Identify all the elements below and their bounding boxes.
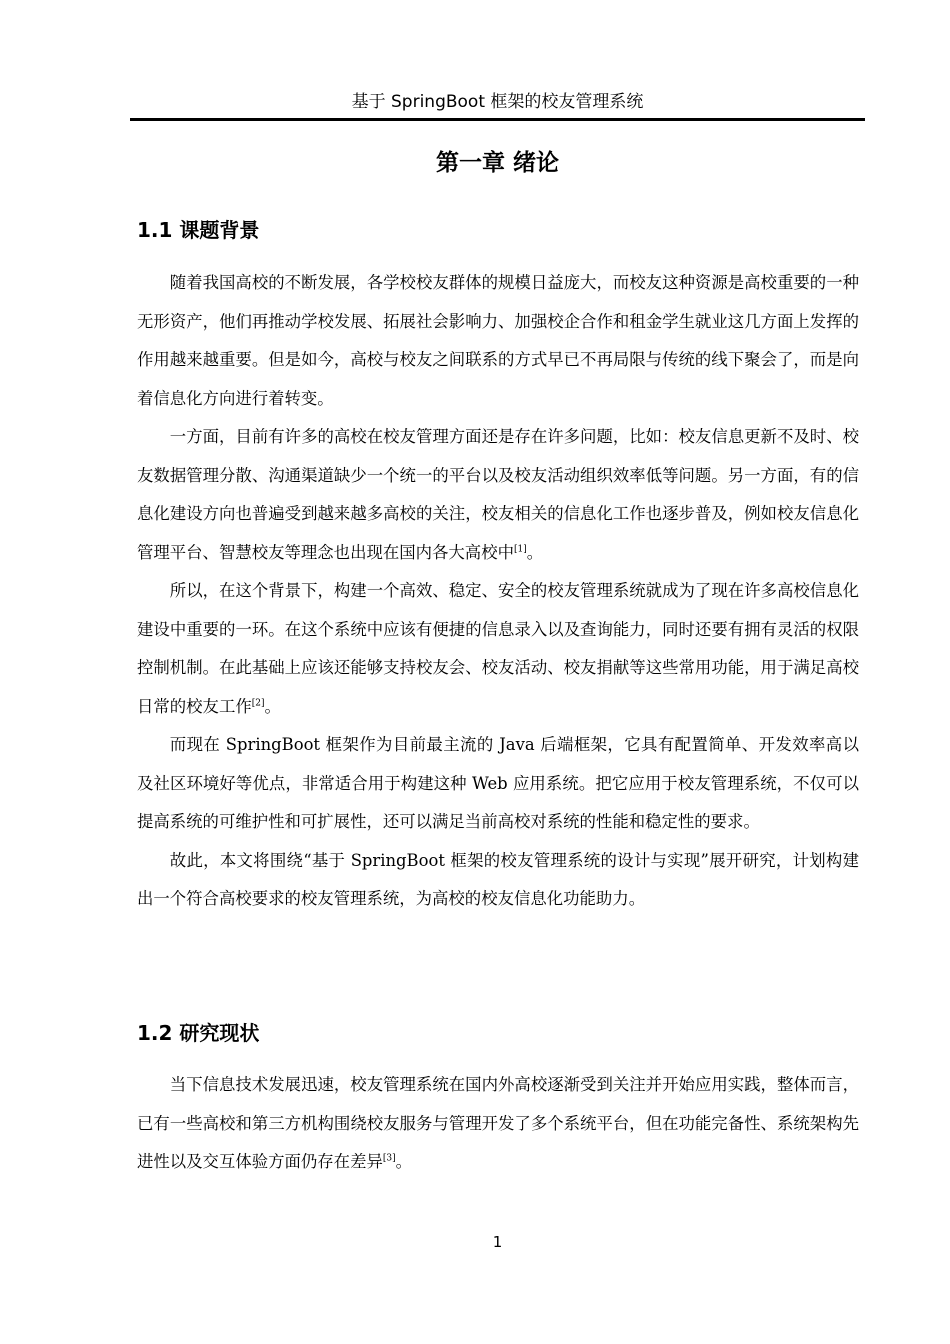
header-rule — [130, 118, 865, 121]
page-number: 1 — [492, 1233, 503, 1251]
citation-marker: [2] — [251, 698, 265, 709]
section-body-1-2 — [137, 1066, 859, 1182]
paragraph — [137, 264, 859, 418]
paragraph — [137, 1066, 859, 1182]
paragraph-text: 而现在 SpringBoot 框架作为目前最主流的 Java 后端框架，它具有配置简单、开发效率高以及社区环境好等优点，非常适合用于构建这种 Web 应用系统。把它应用于校友管理系统，不仅可以提高系统的可维护性和可扩展性，还可以满足当前高校对系统的性能和稳定性的要求。 — [137, 735, 859, 831]
running-header: 基于 SpringBoot 框架的校友管理系统 — [351, 92, 644, 112]
paragraph-text: 一方面，目前有许多的高校在校友管理方面还是存在许多问题，比如：校友信息更新不及时、校友数据管理分散、沟通渠道缺少一个统一的平台以及校友活动组织效率低等问题。另一方面，有的信息化建设方向也普遍受到越来越多高校的关注，校友相关的信息化工作也逐步普及，例如校友信息化管理平台、智慧校友等理念也出现在国内各大高校中 — [137, 427, 859, 562]
paragraph-text: 故此，本文将围绕“基于 SpringBoot 框架的校友管理系统的设计与实现”展开研究，计划构建出一个符合高校要求的校友管理系统，为高校的校友信息化功能助力。 — [137, 850, 859, 908]
paragraph — [137, 572, 859, 726]
section-heading-1-2: 1.2 研究现状 — [137, 1021, 260, 1045]
paragraph-text: 当下信息技术发展迅速，校友管理系统在国内外高校逐渐受到关注并开始应用实践，整体而言，已有一些高校和第三方机构围绕校友服务与管理开发了多个系统平台，但在功能完备性、系统架构先进性以及交互体验方面仍存在差异 — [137, 1075, 859, 1171]
citation-marker: [1] — [513, 544, 527, 555]
paragraph-tail: 。 — [264, 696, 281, 716]
section-body-1-1 — [137, 264, 859, 919]
paragraph — [137, 418, 859, 572]
paragraph-tail: 。 — [395, 1152, 412, 1171]
paragraph-text: 所以，在这个背景下，构建一个高效、稳定、安全的校友管理系统就成为了现在许多高校信息化建设中重要的一环。在这个系统中应该有便捷的信息录入以及查询能力，同时还要有拥有灵活的权限控制机制。在此基础上应该还能够支持校友会、校友活动、校友捐献等这些常用功能，用于满足高校日常的校友工作 — [137, 581, 859, 716]
paragraph-text: 随着我国高校的不断发展，各学校校友群体的规模日益庞大，而校友这种资源是高校重要的一种无形资产，他们再推动学校发展、拓展社会影响力、加强校企合作和租金学生就业这几方面上发挥的作用越来越重要。但是如今，高校与校友之间联系的方式早已不再局限与传统的线下聚会了，而是向着信息化方向进行着转变。 — [137, 273, 859, 408]
paragraph — [137, 842, 859, 919]
chapter-title: 第一章 绪论 — [435, 150, 559, 176]
citation-marker: [3] — [382, 1153, 396, 1164]
paragraph-tail: 。 — [526, 542, 544, 562]
paragraph — [137, 726, 859, 842]
section-heading-1-1: 1.1 课题背景 — [137, 218, 260, 242]
